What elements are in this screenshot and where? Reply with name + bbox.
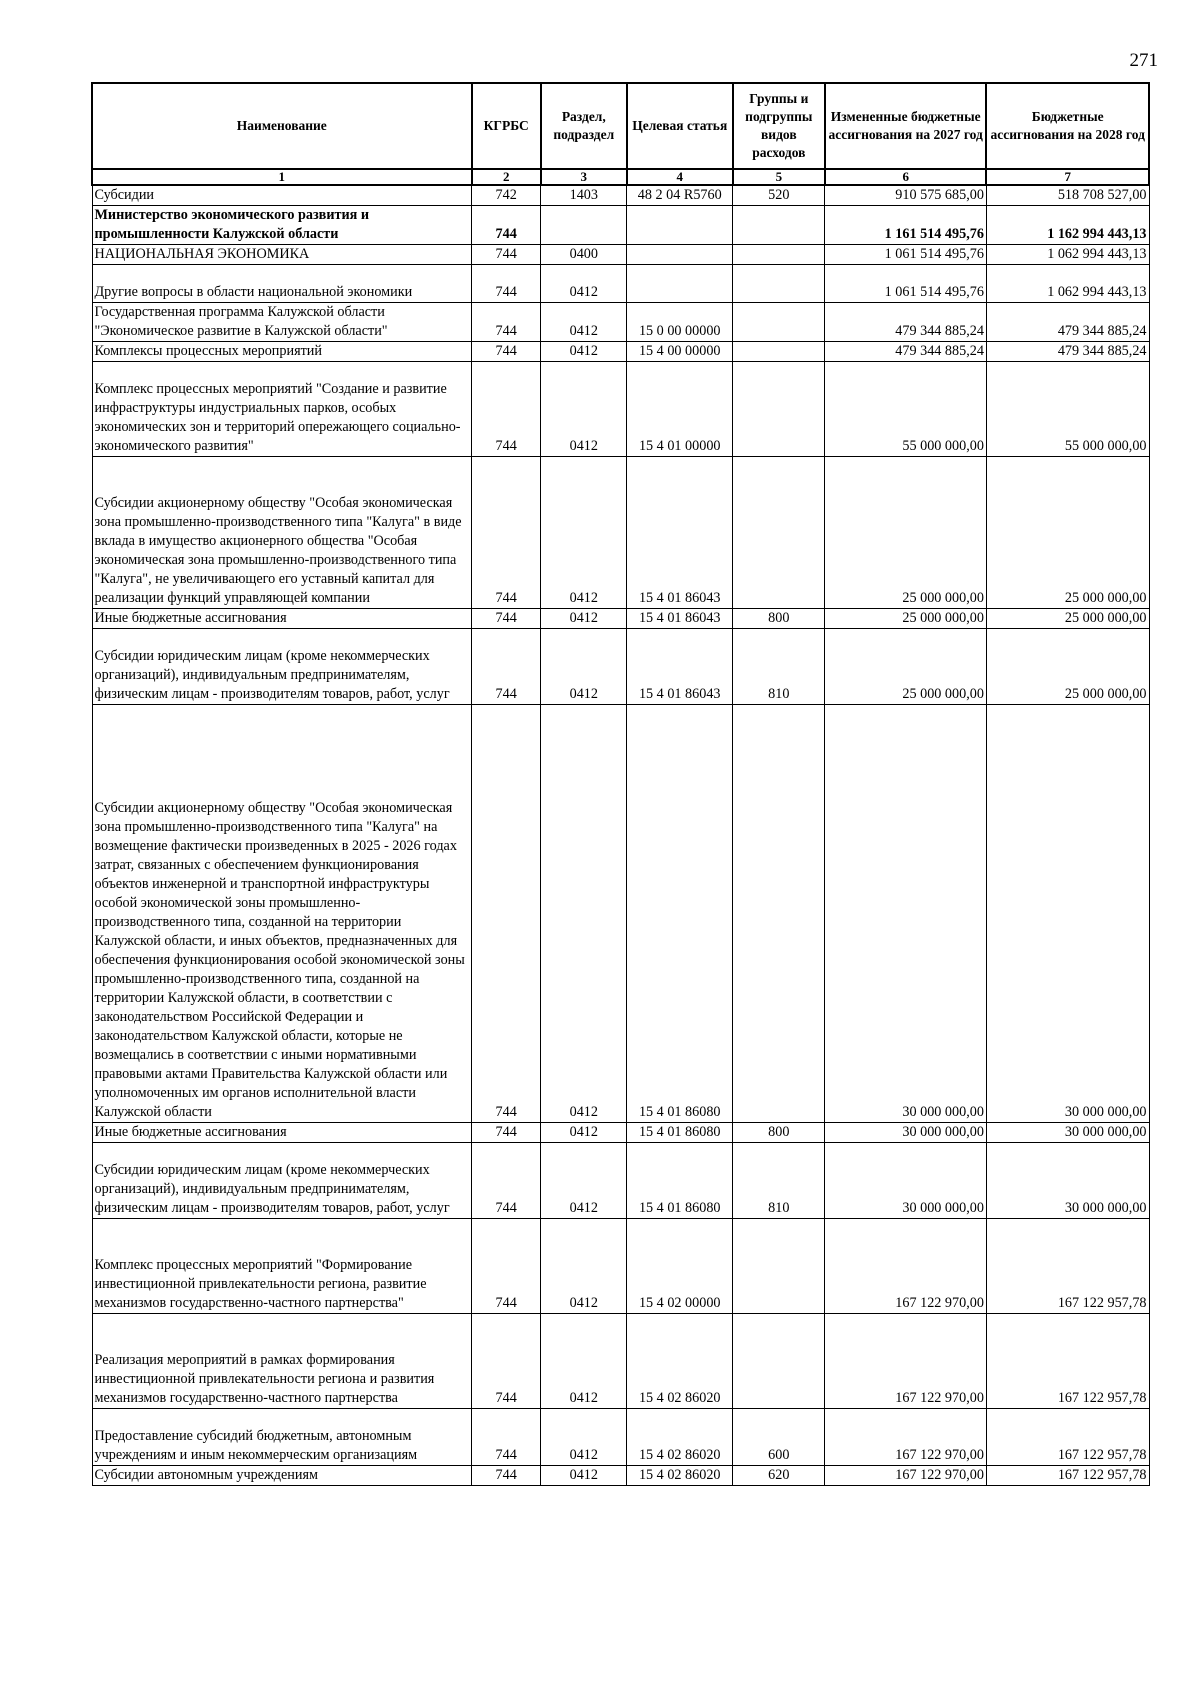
cell-group: 620 bbox=[733, 1466, 825, 1486]
cell-y2027: 1 061 514 495,76 bbox=[825, 265, 986, 303]
cell-kgrbs: 744 bbox=[472, 1314, 541, 1409]
cell-name: НАЦИОНАЛЬНАЯ ЭКОНОМИКА bbox=[92, 245, 472, 265]
cell-target: 15 4 01 00000 bbox=[627, 362, 733, 457]
cell-y2027: 30 000 000,00 bbox=[825, 1143, 986, 1219]
col-number: 1 bbox=[92, 169, 472, 185]
cell-kgrbs: 744 bbox=[472, 629, 541, 705]
cell-section: 0412 bbox=[541, 1143, 627, 1219]
cell-group bbox=[733, 342, 825, 362]
cell-y2028: 167 122 957,78 bbox=[986, 1409, 1149, 1466]
cell-kgrbs: 744 bbox=[472, 303, 541, 342]
cell-y2028: 479 344 885,24 bbox=[986, 303, 1149, 342]
cell-y2028: 25 000 000,00 bbox=[986, 457, 1149, 609]
cell-section: 0412 bbox=[541, 609, 627, 629]
table-row bbox=[92, 342, 1149, 362]
cell-y2028: 1 162 994 443,13 bbox=[986, 206, 1149, 245]
cell-target: 15 4 01 86043 bbox=[627, 629, 733, 705]
cell-y2027: 55 000 000,00 bbox=[825, 362, 986, 457]
cell-name: Субсидии юридическим лицам (кроме некоммерческих организаций), индивидуальным предпринимателям, физическим лицам - производителям товаров, работ, услуг bbox=[92, 629, 472, 705]
cell-kgrbs: 744 bbox=[472, 705, 541, 1123]
cell-group bbox=[733, 206, 825, 245]
cell-section: 0412 bbox=[541, 1409, 627, 1466]
cell-kgrbs: 744 bbox=[472, 1123, 541, 1143]
cell-group bbox=[733, 265, 825, 303]
cell-y2028: 25 000 000,00 bbox=[986, 629, 1149, 705]
cell-target: 15 4 01 86043 bbox=[627, 457, 733, 609]
cell-y2027: 1 161 514 495,76 bbox=[825, 206, 986, 245]
cell-y2027: 30 000 000,00 bbox=[825, 1123, 986, 1143]
cell-group bbox=[733, 705, 825, 1123]
cell-group: 520 bbox=[733, 185, 825, 206]
cell-y2027: 479 344 885,24 bbox=[825, 342, 986, 362]
cell-name: Комплекс процессных мероприятий "Создание и развитие инфраструктуры индустриальных парков, особых экономических зон и территорий опережающего социально-экономического развития" bbox=[92, 362, 472, 457]
table-row bbox=[92, 609, 1149, 629]
cell-name: Комплекс процессных мероприятий "Формирование инвестиционной привлекательности региона, развитие механизмов государственно-частного партнерства" bbox=[92, 1219, 472, 1314]
cell-y2028: 479 344 885,24 bbox=[986, 342, 1149, 362]
cell-target bbox=[627, 206, 733, 245]
col-number: 4 bbox=[627, 169, 733, 185]
cell-kgrbs: 744 bbox=[472, 206, 541, 245]
col-header-kgrbs: КГРБС bbox=[472, 83, 541, 169]
cell-y2027: 25 000 000,00 bbox=[825, 457, 986, 609]
cell-section: 0412 bbox=[541, 629, 627, 705]
cell-y2028: 167 122 957,78 bbox=[986, 1466, 1149, 1486]
cell-y2028: 55 000 000,00 bbox=[986, 362, 1149, 457]
col-number: 7 bbox=[986, 169, 1149, 185]
cell-section: 0412 bbox=[541, 705, 627, 1123]
cell-group bbox=[733, 303, 825, 342]
cell-y2028: 1 062 994 443,13 bbox=[986, 265, 1149, 303]
col-header-section: Раздел, подраздел bbox=[541, 83, 627, 169]
cell-y2028: 30 000 000,00 bbox=[986, 1143, 1149, 1219]
table-row bbox=[92, 206, 1149, 245]
col-header-2027: Измененные бюджетные ассигнования на 2027 год bbox=[825, 83, 986, 169]
cell-group bbox=[733, 362, 825, 457]
table-row bbox=[92, 245, 1149, 265]
cell-name: Субсидии юридическим лицам (кроме некоммерческих организаций), индивидуальным предпринимателям, физическим лицам - производителям товаров, работ, услуг bbox=[92, 1143, 472, 1219]
cell-section: 0412 bbox=[541, 1314, 627, 1409]
cell-kgrbs: 744 bbox=[472, 1143, 541, 1219]
cell-group: 810 bbox=[733, 1143, 825, 1219]
cell-target: 15 4 01 86043 bbox=[627, 609, 733, 629]
cell-kgrbs: 744 bbox=[472, 245, 541, 265]
cell-y2027: 167 122 970,00 bbox=[825, 1314, 986, 1409]
table-row bbox=[92, 629, 1149, 705]
cell-section: 1403 bbox=[541, 185, 627, 206]
cell-section bbox=[541, 206, 627, 245]
cell-kgrbs: 742 bbox=[472, 185, 541, 206]
cell-section: 0412 bbox=[541, 342, 627, 362]
col-number: 5 bbox=[733, 169, 825, 185]
col-number: 3 bbox=[541, 169, 627, 185]
cell-kgrbs: 744 bbox=[472, 265, 541, 303]
cell-target: 15 4 02 86020 bbox=[627, 1409, 733, 1466]
table-row bbox=[92, 185, 1149, 206]
cell-y2028: 518 708 527,00 bbox=[986, 185, 1149, 206]
col-number: 6 bbox=[825, 169, 986, 185]
col-header-2028: Бюджетные ассигнования на 2028 год bbox=[986, 83, 1149, 169]
cell-name: Государственная программа Калужской области "Экономическое развитие в Калужской области" bbox=[92, 303, 472, 342]
cell-y2027: 167 122 970,00 bbox=[825, 1409, 986, 1466]
cell-target: 15 0 00 00000 bbox=[627, 303, 733, 342]
cell-name: Иные бюджетные ассигнования bbox=[92, 1123, 472, 1143]
cell-name: Реализация мероприятий в рамках формирования инвестиционной привлекательности региона и развития механизмов государственно-частного партнерства bbox=[92, 1314, 472, 1409]
cell-name: Субсидии акционерному обществу "Особая экономическая зона промышленно-производственного типа "Калуга" в виде вклада в имущество акционерного общества "Особая экономическая зона промышленно-производственного типа "Калуга", не увеличивающего его уставный капитал для реализации функций управляющей компании bbox=[92, 457, 472, 609]
table-row bbox=[92, 362, 1149, 457]
cell-y2028: 1 062 994 443,13 bbox=[986, 245, 1149, 265]
cell-y2027: 1 061 514 495,76 bbox=[825, 245, 986, 265]
cell-section: 0412 bbox=[541, 362, 627, 457]
cell-y2028: 30 000 000,00 bbox=[986, 705, 1149, 1123]
cell-kgrbs: 744 bbox=[472, 457, 541, 609]
cell-name: Субсидии акционерному обществу "Особая экономическая зона промышленно-производственного типа "Калуга" на возмещение фактически произведенных в 2025 - 2026 годах затрат, связанных с обеспечением функционирования объектов инженерной и транспортной инфраструктуры особой экономической зоны промышленно-производственного типа, созданной на территории Калужской области, и иных объектов, предназначенных для обеспечения функционирования особой экономической зоны промышленно-производственного типа, созданной на территории Калужской области, в соответствии с законодательством Российской Федерации и законодательством Калужской области, которые не возмещались в соответствии с иными нормативными правовыми актами Правительства Калужской области или уполномоченных им органов исполнительной власти Калужской области bbox=[92, 705, 472, 1123]
cell-kgrbs: 744 bbox=[472, 609, 541, 629]
cell-y2027: 30 000 000,00 bbox=[825, 705, 986, 1123]
cell-section: 0412 bbox=[541, 265, 627, 303]
cell-group bbox=[733, 245, 825, 265]
col-number: 2 bbox=[472, 169, 541, 185]
cell-y2027: 910 575 685,00 bbox=[825, 185, 986, 206]
cell-name: Другие вопросы в области национальной экономики bbox=[92, 265, 472, 303]
table-row bbox=[92, 457, 1149, 609]
cell-y2028: 167 122 957,78 bbox=[986, 1219, 1149, 1314]
table-row bbox=[92, 1143, 1149, 1219]
cell-section: 0412 bbox=[541, 1219, 627, 1314]
cell-section: 0412 bbox=[541, 1123, 627, 1143]
cell-group: 800 bbox=[733, 1123, 825, 1143]
cell-y2028: 30 000 000,00 bbox=[986, 1123, 1149, 1143]
header-row bbox=[92, 83, 1149, 169]
cell-target: 15 4 01 86080 bbox=[627, 1143, 733, 1219]
cell-group bbox=[733, 1219, 825, 1314]
table-row bbox=[92, 1409, 1149, 1466]
cell-target: 48 2 04 R5760 bbox=[627, 185, 733, 206]
table-row bbox=[92, 1314, 1149, 1409]
budget-table bbox=[91, 82, 1150, 1486]
cell-section: 0412 bbox=[541, 457, 627, 609]
cell-target bbox=[627, 265, 733, 303]
cell-group: 800 bbox=[733, 609, 825, 629]
page-number: 271 bbox=[1129, 50, 1158, 71]
cell-kgrbs: 744 bbox=[472, 342, 541, 362]
cell-target: 15 4 02 00000 bbox=[627, 1219, 733, 1314]
col-header-name: Наименование bbox=[92, 83, 472, 169]
cell-name: Министерство экономического развития и промышленности Калужской области bbox=[92, 206, 472, 245]
table-row bbox=[92, 705, 1149, 1123]
cell-name: Комплексы процессных мероприятий bbox=[92, 342, 472, 362]
cell-name: Субсидии автономным учреждениям bbox=[92, 1466, 472, 1486]
cell-section: 0412 bbox=[541, 303, 627, 342]
cell-target: 15 4 01 86080 bbox=[627, 1123, 733, 1143]
cell-name: Предоставление субсидий бюджетным, автономным учреждениям и иным некоммерческим организациям bbox=[92, 1409, 472, 1466]
cell-y2027: 25 000 000,00 bbox=[825, 609, 986, 629]
cell-y2028: 167 122 957,78 bbox=[986, 1314, 1149, 1409]
cell-kgrbs: 744 bbox=[472, 1219, 541, 1314]
table-row bbox=[92, 265, 1149, 303]
cell-target: 15 4 00 00000 bbox=[627, 342, 733, 362]
table-row bbox=[92, 1466, 1149, 1486]
cell-y2027: 25 000 000,00 bbox=[825, 629, 986, 705]
cell-kgrbs: 744 bbox=[472, 362, 541, 457]
cell-target: 15 4 02 86020 bbox=[627, 1466, 733, 1486]
cell-y2027: 167 122 970,00 bbox=[825, 1466, 986, 1486]
cell-group: 600 bbox=[733, 1409, 825, 1466]
table-row bbox=[92, 1123, 1149, 1143]
cell-group: 810 bbox=[733, 629, 825, 705]
cell-group bbox=[733, 1314, 825, 1409]
cell-target: 15 4 01 86080 bbox=[627, 705, 733, 1123]
column-number-row bbox=[92, 169, 1149, 185]
cell-target: 15 4 02 86020 bbox=[627, 1314, 733, 1409]
table-row bbox=[92, 1219, 1149, 1314]
col-header-group: Группы и подгруппы видов расходов bbox=[733, 83, 825, 169]
cell-section: 0400 bbox=[541, 245, 627, 265]
cell-target bbox=[627, 245, 733, 265]
cell-section: 0412 bbox=[541, 1466, 627, 1486]
cell-y2027: 479 344 885,24 bbox=[825, 303, 986, 342]
table-row bbox=[92, 303, 1149, 342]
col-header-target: Целевая статья bbox=[627, 83, 733, 169]
cell-group bbox=[733, 457, 825, 609]
cell-kgrbs: 744 bbox=[472, 1466, 541, 1486]
cell-kgrbs: 744 bbox=[472, 1409, 541, 1466]
cell-name: Иные бюджетные ассигнования bbox=[92, 609, 472, 629]
cell-y2028: 25 000 000,00 bbox=[986, 609, 1149, 629]
cell-name: Субсидии bbox=[92, 185, 472, 206]
cell-y2027: 167 122 970,00 bbox=[825, 1219, 986, 1314]
